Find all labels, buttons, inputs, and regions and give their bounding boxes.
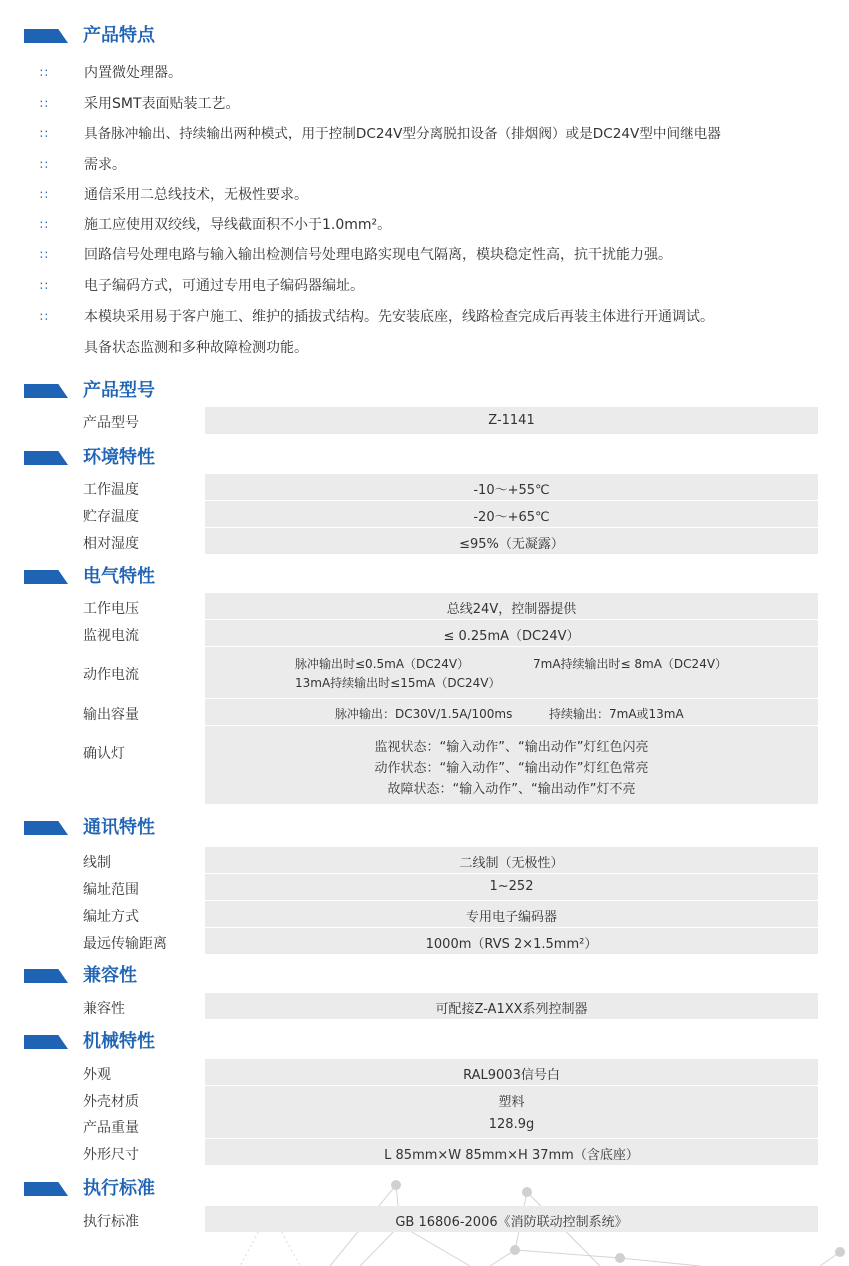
spec-label: 编址范围	[83, 882, 139, 898]
section-title: 执行标准	[83, 1178, 155, 1199]
spec-label: 确认灯	[83, 746, 125, 762]
spec-row	[0, 501, 849, 527]
section-title: 产品特点	[83, 25, 155, 46]
spec-label: 编址方式	[83, 909, 139, 925]
spec-row	[0, 726, 849, 804]
spec-value: 1000m（RVS 2×1.5mm²）	[205, 928, 818, 954]
spec-label: 外观	[83, 1067, 111, 1083]
bullet-icon: ∷	[40, 218, 49, 232]
spec-label: 贮存温度	[83, 509, 139, 525]
spec-value: 128.9g	[205, 1112, 818, 1138]
spec-label: 相对湿度	[83, 536, 139, 552]
spec-row	[0, 528, 849, 554]
spec-row	[0, 593, 849, 619]
spec-value: Z-1141	[205, 407, 818, 434]
spec-row	[0, 647, 849, 698]
spec-label: 线制	[83, 855, 111, 871]
spec-label: 监视电流	[83, 628, 139, 644]
section-flag-icon	[24, 969, 68, 983]
section-title: 环境特性	[83, 447, 155, 468]
section-flag-icon	[24, 29, 68, 43]
section-header-features	[24, 24, 424, 50]
bullet-icon: ∷	[40, 279, 49, 293]
spec-value: 脉冲输出：DC30V/1.5A/100ms 持续输出：7mA或13mA	[205, 699, 818, 725]
spec-value: RAL9003信号白	[205, 1059, 818, 1085]
section-header-compatibility	[24, 964, 424, 990]
spec-value: ≤95%（无凝露）	[205, 528, 818, 554]
spec-row	[0, 699, 849, 725]
section-flag-icon	[24, 384, 68, 398]
section-title: 产品型号	[83, 380, 155, 401]
bullet-icon: ∷	[40, 188, 49, 202]
spec-row	[0, 901, 849, 927]
bullet-icon: ∷	[40, 248, 49, 262]
section-header-electrical	[24, 565, 424, 591]
spec-row	[0, 1112, 849, 1138]
spec-label: 外壳材质	[83, 1094, 139, 1110]
spec-value: ≤ 0.25mA（DC24V）	[205, 620, 818, 646]
section-header-environment	[24, 446, 424, 472]
spec-row	[0, 1206, 849, 1232]
spec-value: GB 16806-2006《消防联动控制系统》	[205, 1206, 818, 1232]
spec-label: 外形尺寸	[83, 1147, 139, 1163]
spec-value: 监视状态：“输入动作”、“输出动作”灯红色闪亮 动作状态：“输入动作”、“输出动作”灯红色常亮 故障状态：“输入动作”、“输出动作”灯不亮	[205, 726, 818, 804]
section-flag-icon	[24, 1182, 68, 1196]
spec-label: 工作温度	[83, 482, 139, 498]
spec-value: 总线24V，控制器提供	[205, 593, 818, 619]
spec-row	[0, 407, 849, 434]
section-title: 兼容性	[83, 965, 137, 986]
spec-label: 兼容性	[83, 1001, 125, 1017]
spec-value: 可配接Z-A1XX系列控制器	[205, 993, 818, 1019]
spec-row	[0, 620, 849, 646]
bullet-icon: ∷	[40, 310, 49, 324]
spec-value: 专用电子编码器	[205, 901, 818, 927]
spec-row	[0, 993, 849, 1019]
section-header-mechanical	[24, 1030, 424, 1056]
section-title: 机械特性	[83, 1031, 155, 1052]
spec-row	[0, 847, 849, 873]
bullet-icon: ∷	[40, 66, 49, 80]
spec-row	[0, 1139, 849, 1165]
spec-label: 产品重量	[83, 1120, 139, 1136]
spec-row	[0, 1086, 849, 1112]
section-title: 电气特性	[83, 566, 155, 587]
section-flag-icon	[24, 570, 68, 584]
spec-row	[0, 874, 849, 900]
spec-label: 输出容量	[83, 707, 139, 723]
spec-label: 动作电流	[83, 667, 139, 683]
spec-row	[0, 474, 849, 500]
spec-row	[0, 928, 849, 954]
spec-value: 1~252	[205, 874, 818, 900]
section-flag-icon	[24, 1035, 68, 1049]
spec-value: -20～+65℃	[205, 501, 818, 527]
section-flag-icon	[24, 451, 68, 465]
section-flag-icon	[24, 821, 68, 835]
bullet-icon: ∷	[40, 97, 49, 111]
spec-value: 二线制（无极性）	[205, 847, 818, 873]
spec-value: 塑料	[205, 1086, 818, 1112]
spec-value: L 85mm×W 85mm×H 37mm（含底座）	[205, 1139, 818, 1165]
section-header-standard	[24, 1177, 424, 1203]
section-title: 通讯特性	[83, 817, 155, 838]
spec-row	[0, 1059, 849, 1085]
spec-value: 脉冲输出时≤0.5mA（DC24V） 7mA持续输出时≤ 8mA（DC24V） 13mA持续输出时≤15mA（DC24V）	[205, 647, 818, 698]
bullet-icon: ∷	[40, 158, 49, 172]
bullet-icon: ∷	[40, 127, 49, 141]
spec-label: 最远传输距离	[83, 936, 167, 952]
spec-value: -10～+55℃	[205, 474, 818, 500]
spec-label: 产品型号	[83, 415, 139, 431]
section-header-communication	[24, 816, 424, 842]
section-header-model	[24, 379, 424, 405]
spec-label: 执行标准	[83, 1214, 139, 1230]
spec-label: 工作电压	[83, 601, 139, 617]
